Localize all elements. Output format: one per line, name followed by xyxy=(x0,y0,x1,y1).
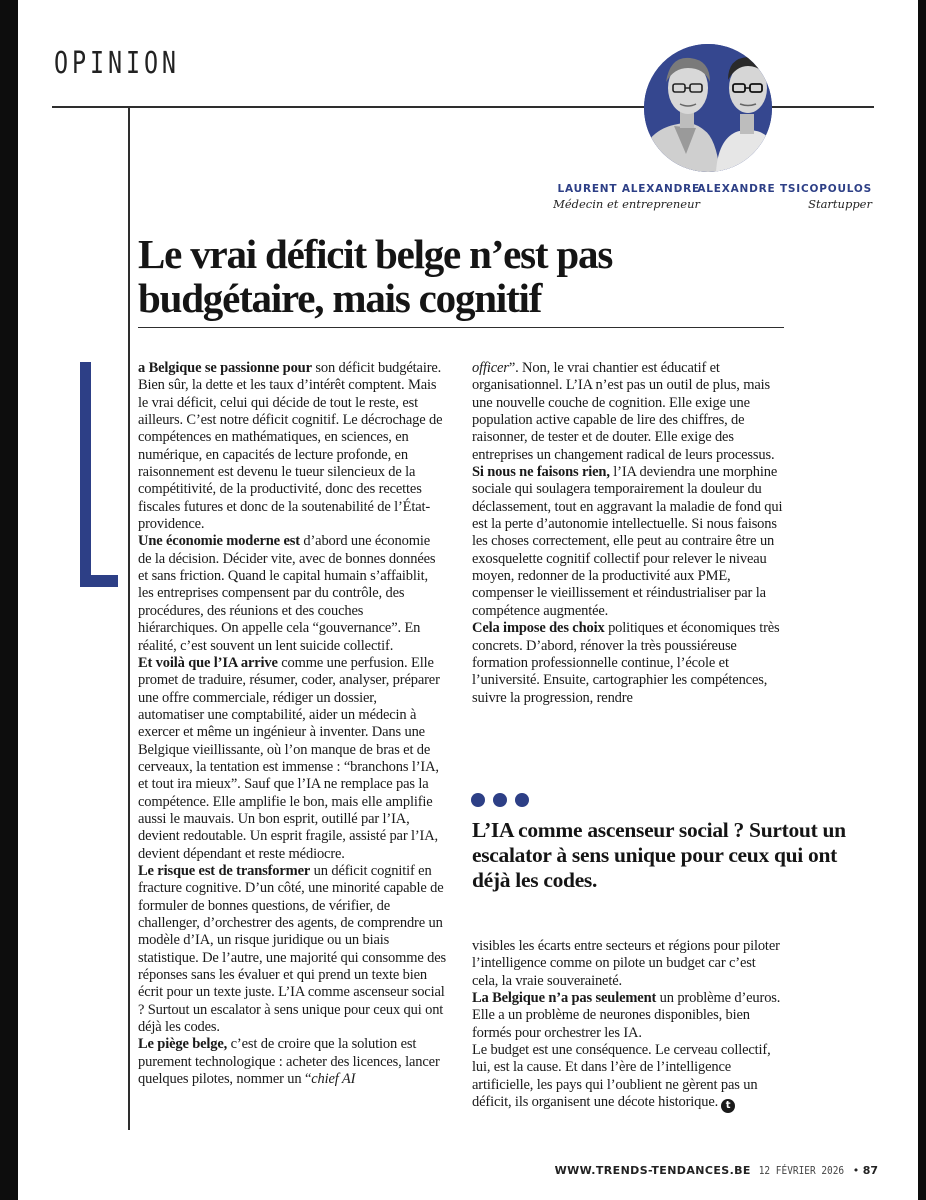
footer-separator: • xyxy=(852,1164,860,1177)
headline-line-1: Le vrai déficit belge n’est pas xyxy=(138,231,613,277)
paragraph xyxy=(138,1036,446,1088)
author-name: LAURENT ALEXANDRE xyxy=(557,183,700,195)
pullquote-dots xyxy=(470,792,540,808)
paragraph xyxy=(138,655,446,863)
scan-edge-right xyxy=(918,0,926,1200)
paragraph-lead: Si nous ne faisons rien, xyxy=(472,464,610,481)
paragraph-italic: officer xyxy=(472,360,509,376)
paragraph-lead: La Belgique n’a pas seulement xyxy=(472,990,657,1007)
end-mark-icon: t xyxy=(721,1099,735,1113)
paragraph-lead: Une économie moderne est xyxy=(138,533,300,550)
author-name: ALEXANDRE TSICOPOULOS xyxy=(697,183,872,195)
paragraph-text: visibles les écarts entre secteurs et régions pour piloter l’intelligence comme on pilote un budget car c’est cela, la vraie souveraineté. xyxy=(472,938,780,989)
section-label: OPINION xyxy=(54,46,180,81)
paragraph-text: c’est de croire que la solution est purement technologique : acheter des licences, lancer quelques pilotes, nommer un “ xyxy=(138,1036,440,1088)
paragraph-text: l’IA deviendra une morphine sociale qui soulagera temporairement la douleur du déclassement, tout en aggravant la maladie de fond qui est la perte d’autonomie intellectuelle. Si nous faisons les choses correctement, elle peut au contraire être un exosquelette cognitif collectif pour relever le niveau moyen, redonner de la productivité aux PME, compenser le vieillissement et réindustrialiser par la compétence augmentée. xyxy=(472,464,783,619)
paragraph xyxy=(138,533,446,654)
paragraph-lead: a Belgique se passionne pour xyxy=(138,360,312,376)
scan-edge-left xyxy=(0,0,18,1200)
paragraph xyxy=(472,938,784,990)
paragraph xyxy=(138,360,446,533)
headline-line-2: budgétaire, mais cognitif xyxy=(138,275,542,321)
paragraph-lead: Cela impose des choix xyxy=(472,620,605,637)
paragraph xyxy=(472,620,784,707)
paragraph-text: comme une perfusion. Elle promet de traduire, résumer, coder, analyser, préparer une offre commerciale, rédiger un dossier, automatiser une comptabilité, aider un médecin à exercer et même un ingénieur à inventer. Dans une Belgique vieillissante, où l’on manque de bras et de cerveaux, la tentation est immense : “branchons l’IA, et tout ira mieux”. Sauf que l’IA ne remplace pas la compétence. Elle amplifie le bon, mais elle amplifie aussi le mauvais. Un bon esprit, outillé par l’IA, devient redoutable. Un esprit fragile, assisté par l’IA, devient dépendant et reste médiocre. xyxy=(138,654,440,862)
paragraph-text: son déficit budgétaire. Bien sûr, la dette et les taux d’intérêt comptent. Mais le vrai déficit, celui qui décide de tout le reste, est ailleurs. C’est notre déficit cognitif. Le décrochage de compétences en mathématiques, en sciences, en numérique, en capacités de lecture profonde, en raisonnement est devenu le tueur silencieux de la compétitivité, de la productivité, donc des recettes fiscales futures et donc de la soutenabilité de l’État-providence. xyxy=(138,360,443,533)
paragraph xyxy=(472,1042,784,1113)
footer-date: 12 FÉVRIER 2026 xyxy=(759,1165,845,1177)
paragraph-lead: Le piège belge, xyxy=(138,1036,228,1053)
paragraph xyxy=(472,990,784,1042)
author-photo xyxy=(644,44,772,172)
footer-url: WWW.TRENDS-TENDANCES.BE xyxy=(554,1164,751,1177)
paragraph xyxy=(472,464,784,620)
author-role: Médecin et entrepreneur xyxy=(553,197,700,211)
paragraph-text: Le budget est une conséquence. Le cerveau collectif, lui, est la cause. Et dans l’ère de l’intelligence artificielle, les pays qui l’oublient ne gèrent pas un déficit, ils organisent une décote historique. xyxy=(472,1042,771,1111)
pullquote: L’IA comme ascenseur social ? Surtout un escalator à sens unique pour ceux qui ont déjà les codes. xyxy=(472,818,846,892)
column-rule xyxy=(128,106,130,1130)
paragraph-text: politiques et économiques très concrets. D’abord, rénover la très poussiéreuse formation professionnelle continue, l’école et l’université. Ensuite, cartographier les compétences, suivre la progression, rendre xyxy=(472,620,780,706)
paragraph-lead: Le risque est de transformer xyxy=(138,862,311,879)
page-number: 87 xyxy=(862,1164,878,1177)
paragraph-lead: Et voilà que l’IA arrive xyxy=(138,654,278,671)
article-column-right-top xyxy=(472,360,784,707)
author-portraits-illustration xyxy=(644,44,772,172)
headline-rule xyxy=(138,327,784,328)
article-column-left xyxy=(138,360,446,1088)
drop-cap-letter xyxy=(80,362,118,587)
author-laurent-alexandre xyxy=(553,182,700,212)
paragraph-text: un problème d’euros. Elle a un problème de neurones disponibles, bien formés pour orchestrer les IA. xyxy=(472,990,781,1041)
paragraph xyxy=(472,360,784,464)
page-footer xyxy=(555,1164,878,1177)
paragraph-text: ”. Non, le vrai chantier est éducatif et organisationnel. L’IA n’est pas un outil de plus, mais une nouvelle couche de cognition. Elle exige une population active capable de lire des chiffres, de raisonner, de tester et de douter. Elle exige des entreprises un changement radical de leurs processus. xyxy=(472,360,775,463)
article-column-right-bottom xyxy=(472,938,784,1113)
author-role: Startupper xyxy=(808,197,872,211)
paragraph-text: un déficit cognitif en fracture cognitive. D’un côté, une minorité capable de formuler de bonnes questions, de vérifier, de challenger, d’orchestrer des agents, de comprendre un modèle d’IA, un risque juridique ou un biais statistique. De l’autre, une majorité qui consomme des réponses sans les évaluer et qui prend un texte bien écrit pour un texte juste. L’IA comme ascenseur social ? Surtout un escalator à sens unique pour ceux qui ont déjà les codes. xyxy=(138,862,446,1036)
paragraph-text: d’abord une économie de la décision. Décider vite, avec de bonnes données et sans friction. Quand le capital humain s’affaiblit, les entreprises compensent par du contrôle, des procédures, des réunions et des couches hiérarchiques. On appelle cela “gouvernance”. En réalité, c’est souvent un lent suicide collectif. xyxy=(138,533,436,654)
paragraph-italic: chief AI xyxy=(311,1071,356,1088)
headline xyxy=(138,232,758,320)
author-alexandre-tsicopoulos xyxy=(697,182,872,212)
paragraph xyxy=(138,863,446,1036)
